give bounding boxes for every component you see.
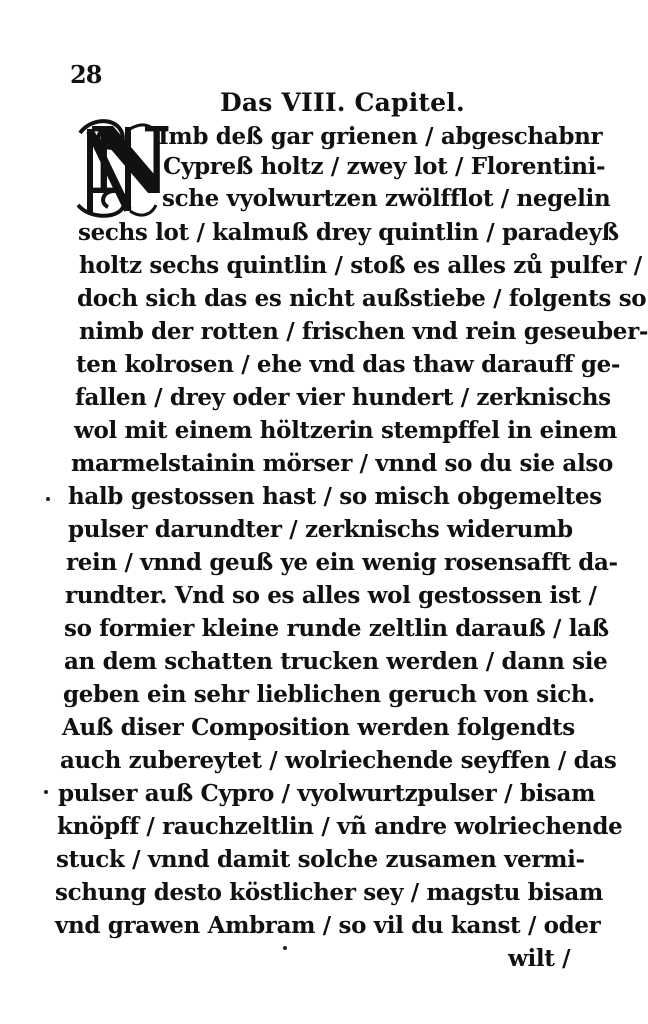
text-line-1: Imb deß gar grienen / abgeschabnr — [158, 123, 603, 150]
text-line-12: halb gestossen hast / so misch obgemeltes — [68, 483, 602, 510]
text-line-16: so formier kleine runde zeltlin darauß / laß — [64, 615, 609, 642]
text-line-13: pulser darundter / zerknischs widerumb — [68, 516, 573, 543]
text-line-14: rein / vnnd geuß ye ein wenig rosensafft da- — [66, 549, 618, 576]
text-line-23: stuck / vnnd damit solche zusamen vermi- — [56, 846, 585, 873]
page-number: 28 — [70, 60, 102, 89]
text-line-8: ten kolrosen / ehe vnd das thaw darauff ge- — [76, 351, 621, 378]
chapter-heading: Das VIII. Capitel. — [220, 88, 465, 117]
text-line-25: vnd grawen Ambram / so vil du kanst / oder — [55, 912, 601, 939]
text-line-9: fallen / drey oder vier hundert / zerknischs — [75, 384, 611, 411]
text-line-6: doch sich das es nicht außstiebe / folgents so — [77, 285, 647, 312]
text-line-4: sechs lot / kalmuß drey quintlin / paradeyß — [78, 219, 619, 246]
text-line-15: rundter. Vnd so es alles wol gestossen ist / — [65, 582, 597, 609]
margin-dot — [46, 497, 50, 501]
text-line-11: marmelstainin mörser / vnnd so du sie also — [71, 450, 613, 477]
text-line-3: sche vyolwurtzen zwölfflot / negelin — [162, 185, 611, 212]
text-line-24: schung desto köstlicher sey / magstu bisam — [55, 879, 603, 906]
dropcap-letter: N — [88, 107, 173, 215]
text-line-18: geben ein sehr lieblichen geruch von sich. — [63, 681, 595, 708]
text-line-2: Cypreß holtz / zwey lot / Florentini- — [163, 153, 606, 180]
text-line-5: holtz sechs quintlin / stoß es alles zů pulfer / — [79, 252, 642, 279]
text-line-10: wol mit einem höltzerin stempffel in einem — [74, 417, 617, 444]
text-line-22: knöpff / rauchzeltlin / vñ andre wolriechende — [57, 813, 623, 840]
text-line-21: pulser auß Cypro / vyolwurtzpulser / bisam — [58, 780, 596, 807]
margin-dot — [44, 790, 48, 794]
text-line-26: wilt / — [508, 945, 571, 972]
decorated-initial — [72, 107, 173, 225]
text-line-17: an dem schatten trucken werden / dann sie — [64, 648, 608, 675]
text-line-20: auch zubereytet / wolriechende seyffen / das — [60, 747, 617, 774]
text-line-19: Auß diser Composition werden folgendts — [62, 714, 575, 741]
text-line-7: nimb der rotten / frischen vnd rein geseuber- — [79, 318, 648, 345]
margin-dot — [283, 946, 287, 950]
